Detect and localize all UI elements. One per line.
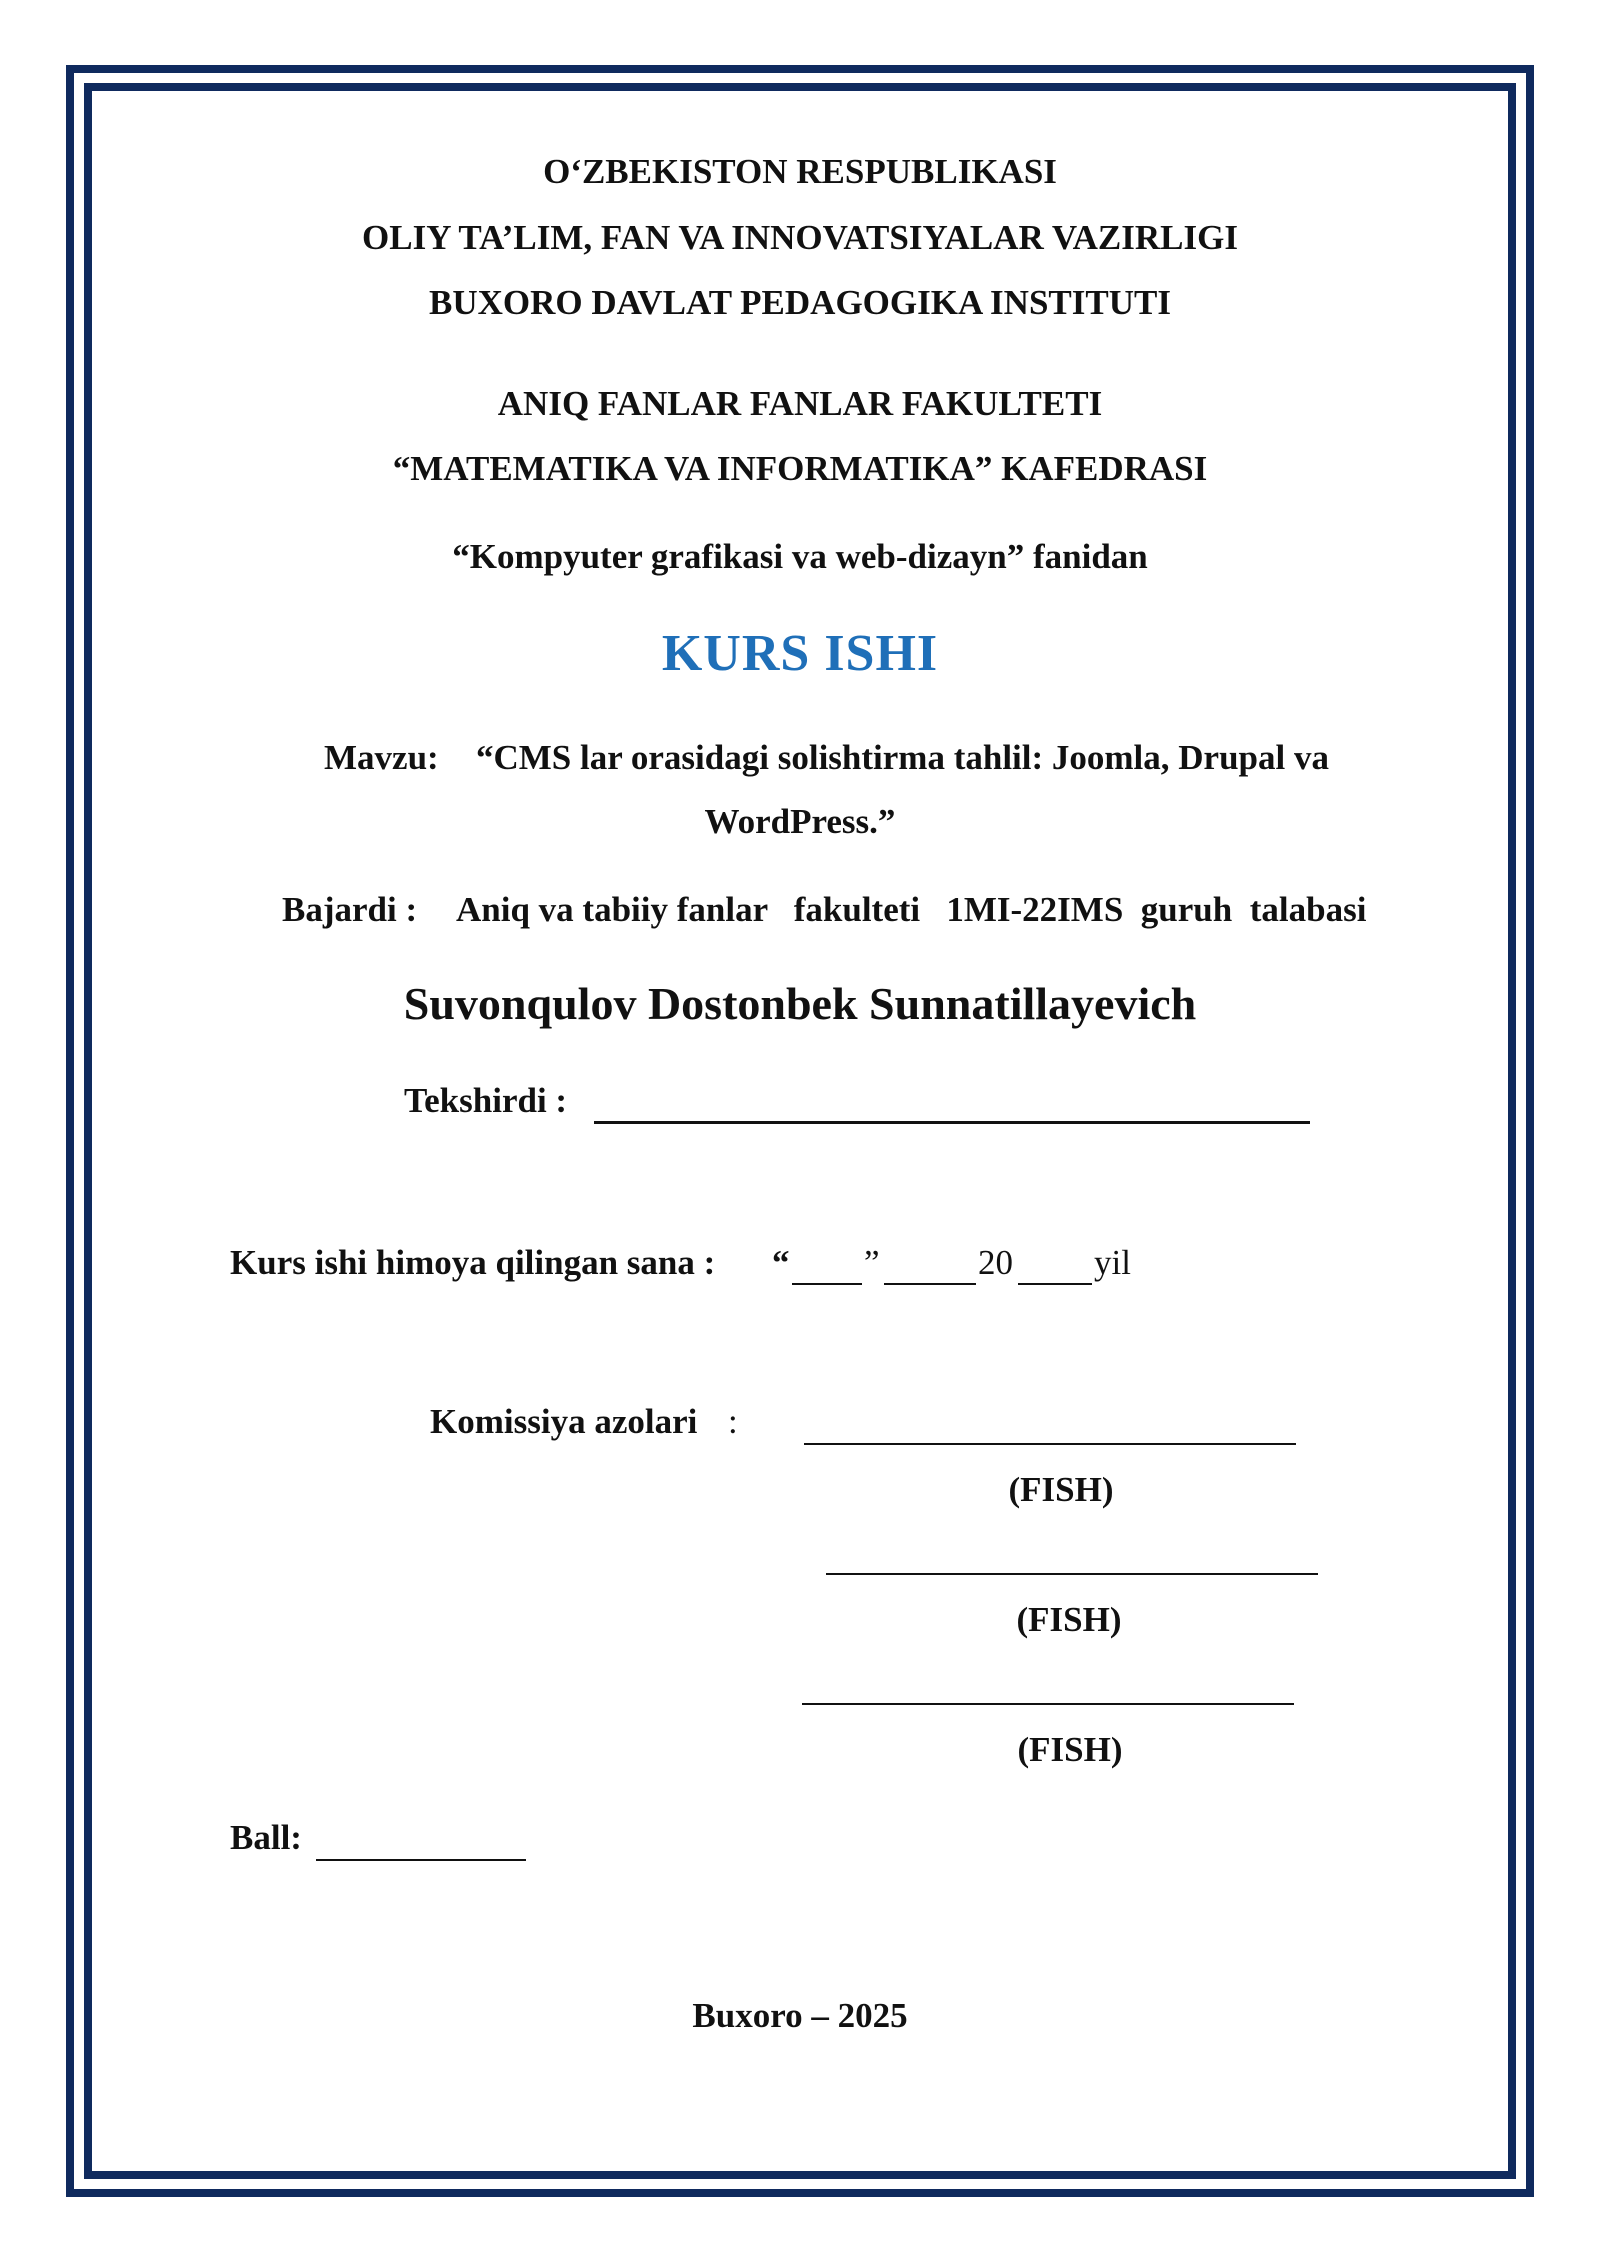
performer-label: Bajardi : bbox=[282, 890, 418, 929]
date-open-quote: “ bbox=[772, 1243, 790, 1282]
date-year-blank bbox=[1018, 1283, 1092, 1285]
date-day-blank bbox=[792, 1283, 862, 1285]
score-blank bbox=[316, 1859, 526, 1861]
header-department: “MATEMATIKA VA INFORMATIKA” KAFEDRASI bbox=[392, 449, 1208, 488]
student-name: Suvonqulov Dostonbek Sunnatillayevich bbox=[403, 978, 1197, 1029]
date-close-quote: ” bbox=[864, 1243, 880, 1282]
performer-text: Aniq va tabiiy fanlar fakulteti 1MI-22IMS guruh talabasi bbox=[456, 890, 1367, 929]
header-ministry: OLIY TA’LIM, FAN VA INNOVATSIYALAR VAZIRLIGI bbox=[362, 218, 1238, 257]
checker-label: Tekshirdi : bbox=[404, 1081, 568, 1120]
date-year-word: yil bbox=[1094, 1243, 1131, 1282]
commission-member-1-caption: (FISH) bbox=[1008, 1470, 1114, 1509]
subject-line: “Kompyuter grafikasi va web-dizayn” fanidan bbox=[452, 537, 1148, 576]
date-month-blank bbox=[884, 1283, 976, 1285]
commission-member-2-line bbox=[826, 1573, 1318, 1575]
header-faculty: ANIQ FANLAR FANLAR FAKULTETI bbox=[497, 384, 1103, 423]
score-label: Ball: bbox=[230, 1818, 302, 1857]
commission-member-3-line bbox=[802, 1703, 1294, 1705]
header-institute: BUXORO DAVLAT PEDAGOGIKA INSTITUTI bbox=[429, 283, 1171, 322]
footer-place-year: Buxoro – 2025 bbox=[692, 1996, 908, 2035]
topic-label: Mavzu: bbox=[324, 738, 439, 777]
topic-text-line2: WordPress.” bbox=[704, 802, 896, 841]
commission-label: Komissiya azolari bbox=[430, 1402, 698, 1441]
topic-text-line1: “CMS lar orasidagi solishtirma tahlil: Joomla, Drupal va bbox=[476, 738, 1329, 777]
defense-date-label: Kurs ishi himoya qilingan sana : bbox=[230, 1243, 716, 1282]
checker-signature-line bbox=[594, 1121, 1310, 1124]
commission-member-2-caption: (FISH) bbox=[1016, 1600, 1122, 1639]
document-title: KURS ISHI bbox=[661, 625, 939, 682]
date-century: 20 bbox=[978, 1243, 1013, 1282]
commission-member-3-caption: (FISH) bbox=[1017, 1730, 1123, 1769]
commission-member-1-line bbox=[804, 1443, 1296, 1445]
header-country: O‘ZBEKISTON RESPUBLIKASI bbox=[543, 152, 1057, 191]
commission-colon: : bbox=[728, 1402, 738, 1441]
